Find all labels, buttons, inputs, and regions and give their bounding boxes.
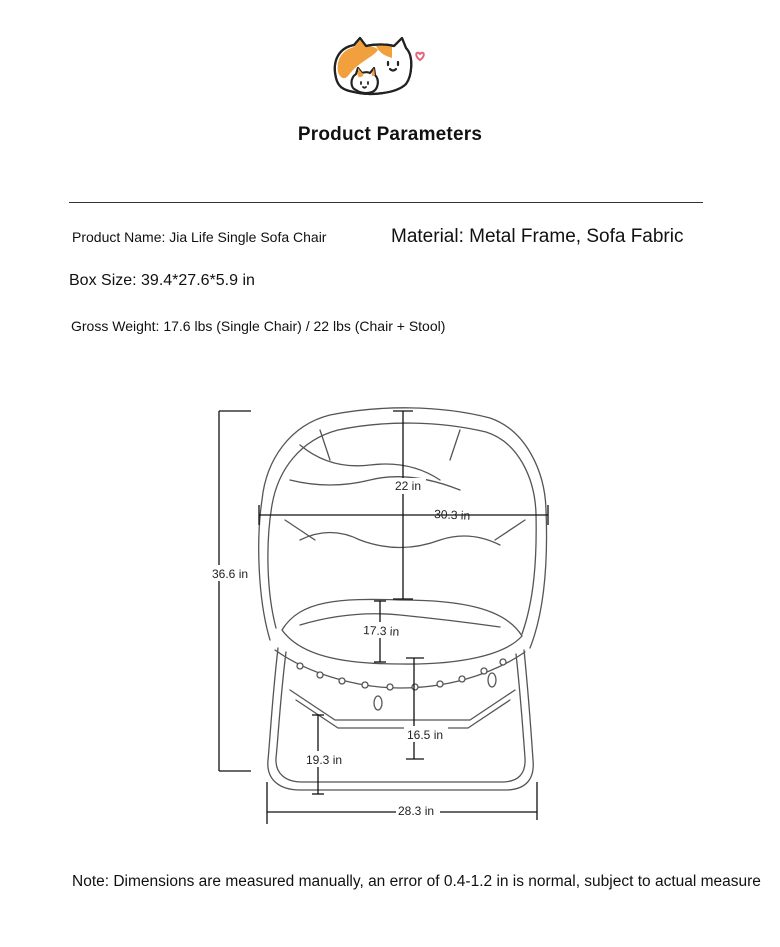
total-height-label: 36.6 in — [212, 567, 249, 581]
seat-height-label: 19.3 in — [306, 753, 343, 767]
seat-width-label: 30.3 in — [433, 507, 471, 523]
base-width-label: 28.3 in — [398, 804, 435, 818]
inner-seat-height-label: 16.5 in — [407, 728, 444, 742]
box-size: Box Size: 39.4*27.6*5.9 in — [69, 272, 255, 289]
measurement-note: Note: Dimensions are measured manually, an error of 0.4-1.2 in is normal, subject to actual measure — [72, 873, 761, 890]
cushion-depth-label: 17.3 in — [362, 623, 400, 639]
divider — [69, 202, 703, 203]
material: Material: Metal Frame, Sofa Fabric — [391, 226, 684, 247]
gross-weight: Gross Weight: 17.6 lbs (Single Chair) / 22 lbs (Chair + Stool) — [71, 318, 446, 334]
page-title: Product Parameters — [297, 124, 483, 145]
backrest-height-label: 22 in — [395, 479, 422, 493]
dimension-labels — [210, 478, 471, 819]
chair-dimension-diagram — [0, 380, 780, 840]
product-name: Product Name: Jia Life Single Sofa Chair — [72, 229, 327, 245]
cat-logo-icon — [328, 32, 432, 104]
